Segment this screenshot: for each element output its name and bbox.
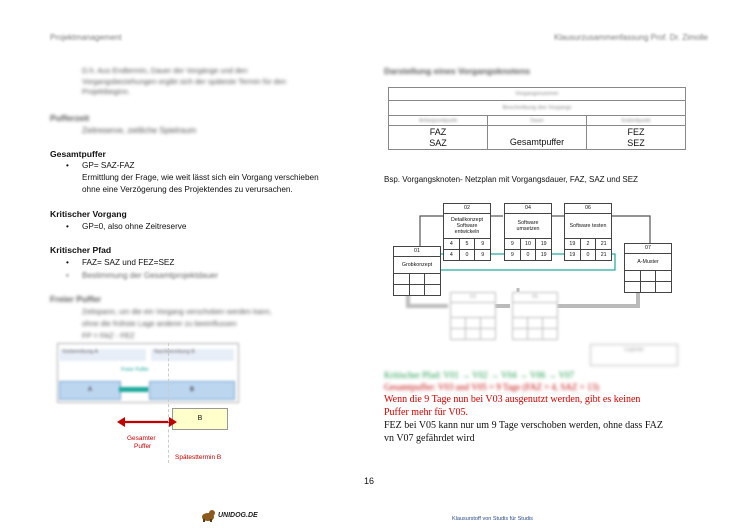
black-text-1: FEZ bei V05 kann nur um 9 Tage verschoben werden, ohne dass FAZ <box>384 420 663 431</box>
vorgangsknoten-table <box>388 87 686 150</box>
knoten-saz: SAZ <box>429 137 447 148</box>
pufferzeit-heading: Pufferzeit <box>50 113 90 123</box>
freier-puffer-bullet-1b: ohne die frühste Lage anderer zu beeinflussen <box>82 319 237 328</box>
knoten-row-number: Vorgangsnummer <box>389 88 686 101</box>
node-label <box>451 303 495 317</box>
node-06: 06 Software testen 19 2 21 19 0 21 <box>564 203 612 261</box>
header-left: Projektmanagement <box>50 33 122 42</box>
knoten-heading: Darstellung eines Vorgangsknotens <box>384 66 530 76</box>
free-buffer-label: Freier Puffer <box>121 367 149 373</box>
node-04: 04 Software umsetzen 9 10 19 9 0 19 <box>504 203 552 261</box>
node-02: 02 Detailkonzept Software entwickeln 4 5 9 4 0 9 <box>443 203 491 261</box>
netzplan <box>388 196 688 366</box>
freier-puffer-heading: Freier Puffer <box>50 294 102 304</box>
dog-icon <box>200 508 216 522</box>
node-07 <box>624 243 672 293</box>
node-label: Software umsetzen <box>516 219 540 232</box>
gesamtpuffer-text-1: Ermittlung der Frage, wie weit lässt sich ein Vorgang verschieben <box>82 173 319 182</box>
node-label: A-Muster <box>637 258 659 265</box>
node-id: 05 <box>513 293 557 303</box>
kritischer-pfad-bullet-2: Bestimmung der Gesamtprojektdauer <box>82 271 219 280</box>
node-id: 01 <box>394 247 440 257</box>
free-buffer-bar <box>119 387 149 392</box>
node-05 <box>512 292 558 340</box>
gesamter-label: Gesamter <box>127 435 156 442</box>
freier-puffer-bullet-1: Zeitspann, um die ein Vorgang verschoben werden kann, <box>82 307 272 316</box>
kritischer-vorgang-bullet: GP=0, also ohne Zeitreserve <box>82 222 187 231</box>
node-label <box>513 303 557 317</box>
intro-bullet: D.h. Aus Endtermin, Dauer der Vorgänge und den Vorgangsbeziehungen ergibt sich der späteste Termin für den Projektbeginn. <box>82 66 287 96</box>
node-label: Grobkonzept <box>401 261 433 268</box>
knoten-faz: FAZ <box>429 126 447 137</box>
node-03 <box>450 292 496 340</box>
bullet-dot: • <box>66 161 69 170</box>
gesamtpuffer-heading: Gesamtpuffer <box>50 149 106 159</box>
divider-line <box>168 343 170 463</box>
red-text-2: Puffer mehr für V05. <box>384 407 469 418</box>
bar-a: A <box>59 381 121 400</box>
kritischer-vorgang-heading: Kritischer Vorgang <box>50 209 127 219</box>
bullet-dot: • <box>66 258 69 267</box>
bar-b-late: B <box>172 408 228 430</box>
kritischer-pfad-line: Kritischer Pfad: V01 → V02 → V04 → V06 → V07 <box>384 370 575 380</box>
node-01 <box>393 246 441 296</box>
kritischer-pfad-bullet-1: FAZ= SAZ und FEZ=SEZ <box>82 258 175 267</box>
bullet-dot: • <box>66 271 69 280</box>
node-id: 07 <box>625 244 671 254</box>
node-label: Software testen <box>569 222 607 229</box>
footer-logo <box>200 508 258 522</box>
knoten-col-duration: Dauer <box>488 116 587 126</box>
bar-b: B <box>149 381 235 400</box>
knoten-gesamtpuffer: Gesamtpuffer <box>488 126 587 150</box>
knoten-col-start: Anfangszeitpunkt <box>389 116 488 126</box>
node-id: 02 <box>444 204 490 214</box>
page-number: 16 <box>364 476 375 486</box>
node-id: 03 <box>451 293 495 303</box>
label-a: Vorbereitung A <box>59 349 146 361</box>
freier-puffer-bullet-2: FP = FAZ - FEZ <box>82 331 135 340</box>
footer-right: Klausurstoff von Studis für Studis <box>452 516 533 522</box>
knoten-sez: SEZ <box>627 137 645 148</box>
gesamtpuffer-line: Gesamtpuffer: V03 und V05 = 9 Tage (FAZ = 4, SAZ = 13) <box>384 382 599 392</box>
black-text-2: vn V07 gefährdet wird <box>384 433 475 444</box>
node-id: 06 <box>565 204 611 214</box>
pufferzeit-bullet: Zeitreserve, zeitliche Spielraum <box>82 126 197 135</box>
node-id: 04 <box>505 204 551 214</box>
gesamtpuffer-formula: GP= SAZ-FAZ <box>82 161 135 170</box>
node-label: Detailkonzept Software entwickeln <box>450 216 484 236</box>
spaetesttermin-label: Spätesttermin B <box>175 454 222 461</box>
netzplan-caption: Bsp. Vorgangsknoten- Netzplan mit Vorgangsdauer, FAZ, SAZ und SEZ <box>384 175 638 184</box>
bullet-dot: • <box>66 222 69 231</box>
netzplan-legend: Legende <box>590 344 678 366</box>
puffer-label: Puffer <box>134 443 152 450</box>
knoten-row-description: Beschreibung des Vorgangs <box>389 101 686 116</box>
red-text-1: Wenn die 9 Tage nun bei V03 ausgenutzt werden, gibt es keinen <box>384 394 641 405</box>
knoten-col-end: Endzeitpunkt <box>587 116 686 126</box>
kritischer-pfad-heading: Kritischer Pfad <box>50 245 112 255</box>
footer-logo-text: UNIDOG.DE <box>218 511 258 519</box>
knoten-fez: FEZ <box>627 126 645 137</box>
gesamtpuffer-text-2: ohne eine Verzögerung des Projektendes zu verursachen. <box>82 185 293 194</box>
puffer-diagram <box>57 343 239 463</box>
label-b: Nachbereitung B <box>151 349 234 361</box>
header-right: Klausurzusammenfassung Prof. Dr. Zimolle <box>554 33 708 42</box>
